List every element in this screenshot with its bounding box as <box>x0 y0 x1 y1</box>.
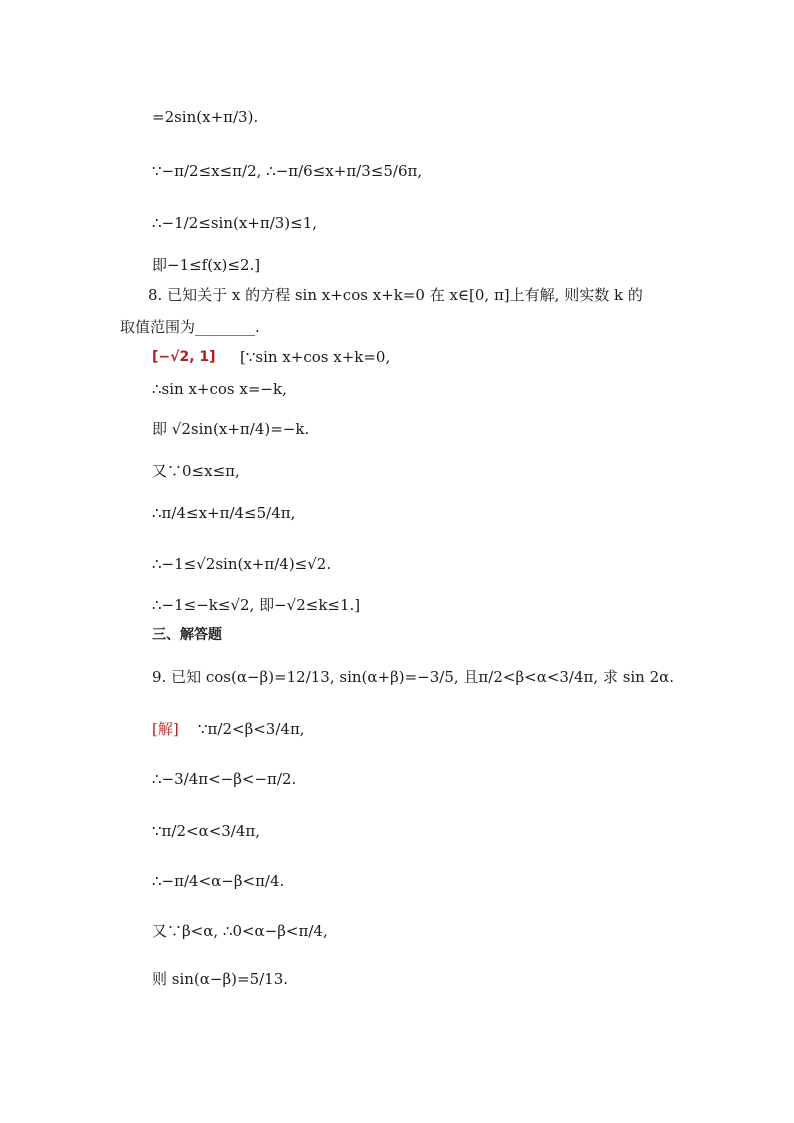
question-9: 9. 已知 cos(α−β)=12/13, sin(α+β)=−3/5, 且π/2<β<α<3/4π, 求 sin 2α. <box>152 668 675 686</box>
solution-9-line-3: ∵π/2<α<3/4π, <box>152 822 261 840</box>
section-heading: 三、解答题 <box>152 627 222 643</box>
math-line-3: ∴−1/2≤sin(x+π/3)≤1, <box>152 214 318 232</box>
solution-label: [解] <box>152 720 179 738</box>
solution-9-line-6: 则 sin(α−β)=5/13. <box>152 970 289 988</box>
question-8: 8. 已知关于 x 的方程 sin x+cos x+k=0 在 x∈[0, π]上有解, 则实数 k 的 <box>148 286 643 304</box>
answer-8: [−√2, 1] <box>152 349 216 365</box>
solution-8-line-5: ∴π/4≤x+π/4≤5/4π, <box>152 504 296 522</box>
math-line-1: =2sin(x+π/3). <box>152 108 259 126</box>
solution-8-line-1: [∵sin x+cos x+k=0, <box>240 348 391 366</box>
solution-8-line-3: 即 √2sin(x+π/4)=−k. <box>152 420 310 438</box>
math-line-4: 即−1≤f(x)≤2.] <box>152 256 261 274</box>
solution-8-line-4: 又∵0≤x≤π, <box>152 462 240 480</box>
solution-9-line-5: 又∵β<α, ∴0<α−β<π/4, <box>152 922 328 940</box>
solution-9-line-1: ∵π/2<β<3/4π, <box>198 720 305 738</box>
solution-8-line-7: ∴−1≤−k≤√2, 即−√2≤k≤1.] <box>152 596 361 614</box>
solution-9-line-4: ∴−π/4<α−β<π/4. <box>152 872 285 890</box>
solution-8-line-2: ∴sin x+cos x=−k, <box>152 380 287 398</box>
question-8-blank: 取值范围为________. <box>120 318 260 336</box>
math-line-2: ∵−π/2≤x≤π/2, ∴−π/6≤x+π/3≤5/6π, <box>152 162 423 180</box>
solution-9-line-2: ∴−3/4π<−β<−π/2. <box>152 770 297 788</box>
solution-8-line-6: ∴−1≤√2sin(x+π/4)≤√2. <box>152 555 332 573</box>
